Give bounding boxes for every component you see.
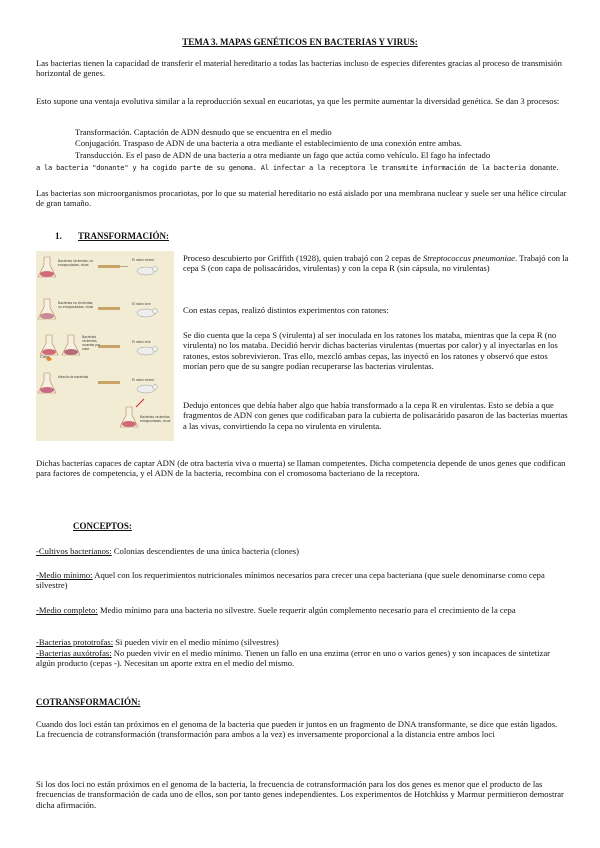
process-transformation: Transformación. Captación de ADN desnudo que se encuentra en el medio (75, 127, 332, 137)
figure-mouse-row3: El ratón vive (132, 340, 151, 344)
figure-mouse-row1: El ratón muere (132, 258, 155, 262)
figure-mouse-row4: El ratón muere (132, 378, 155, 382)
concept-item-auxotrofas: -Bacterias auxótrofas: No pueden vivir en el medio mínimo. Tienen un fallo en una enzima (error en uno o varios genes) y son incapaces de sintetizar algún producto (cepas -). Necesitan un aporte extra en el medio del mismo. (36, 648, 551, 669)
mouse-alive-icon (137, 309, 158, 318)
competentes-paragraph: Dichas bacterias capaces de captar ADN (de otra bacteria viva o muerta) se llaman competentes. Dicha competencia depende de unos genes que codifican para factores de competencia, y el ADN de la bacteria, recombina con el cromosoma bacteriano de la receptora. (36, 458, 566, 479)
figure-mouse-row2: El ratón vive (132, 302, 151, 306)
concept-item-prototrofas: -Bacterias prototrofas: Si pueden vivir en el medio mínimo (silvestres) (36, 637, 279, 647)
mouse-dead-icon (137, 267, 158, 276)
section-title-transformacion: TRANSFORMACIÓN: (78, 231, 169, 241)
griffith-experiment-figure (36, 251, 174, 441)
griffith-paragraph-3: Se dio cuenta que la cepa S (virulenta) al ser inoculada en los ratones los mataba, mientras que la cepa R (no virulenta) no los mataba. Decidió hervir dichas bacterias virulentas (muertas por calor) y al inyectarlas en los ratones, estos sobrevivieron. Tras ello, mezcló ambas cepas, las inyectó en los ratones y observó que estos morían pero que de su sangre podían recuperarse las bacterias virulentas. (183, 330, 558, 372)
syringe-icon (98, 265, 128, 268)
griffith-diagram (36, 251, 174, 441)
figure-heat-label: Calor (40, 354, 50, 359)
figure-label-row1: Bacterias virulentas, no encapsuladas, vivas (58, 259, 94, 267)
griffith-paragraph-2: Con estas cepas, realizó distintos experimentos con ratones: (183, 305, 389, 315)
concept-item-cultivos: -Cultivos bacterianos: Colonias descendientes de una única bacteria (clones) (36, 546, 299, 556)
process-conjugation: Conjugación. Traspaso de ADN de una bacteria a otra mediante el establecimiento de una conexión entre ambas. (75, 138, 463, 148)
intro-paragraph-1: Las bacterias tienen la capacidad de transferir el material hereditario a todas las bacterias incluso de especies diferentes gracias al proceso de transmisión horizontal de genes. (36, 58, 562, 79)
concept-item-medio-minimo: -Medio mínimo: Aquel con los requerimientos nutricionales mínimos necesarios para crecer una cepa bacteriana (que suele denominarse como cepa silvestre) (36, 570, 545, 591)
flask-dead-bacteria (62, 335, 80, 355)
intro-paragraph-3: Las bacterias son microorganismos procariotas, por lo que su material hereditario no está aislado por una membrana nuclear y suele ser una hélice circular de gran tamaño. (36, 188, 567, 209)
cotransformacion-title: COTRANSFORMACIÓN: (36, 697, 141, 707)
concept-item-medio-completo: -Medio completo: Medio mínimo para una bacteria no silvestre. Suele requerir algún complemento necesario para el crecimiento de la cepa (36, 605, 516, 615)
cotransformacion-paragraph-1: Cuando dos loci están tan próximos en el genoma de la bacteria que pueden ir juntos en un fragmento de DNA transformante, se dice que están ligados. La frecuencia de cotransformación (transformación para ambos a la vez) es inversamente proporcional a la distancia entre ambos loci (36, 719, 558, 740)
section-number: 1. (55, 231, 62, 241)
handwritten-note: a la bacteria "donante" y ha cogido parte de su genoma. Al infectar a la receptora le transmite información de la bacteria do (36, 164, 538, 172)
syringe-icon (98, 381, 120, 384)
transduction-end: nante. (537, 162, 559, 172)
figure-bottom-label: Bacterias virulentas, encapsuladas, vivas (140, 415, 171, 423)
griffith-paragraph-1: Proceso descubierto por Griffith (1928), quien trabajó con 2 cepas de Streptococcus pneumoniae. Trabajó con la cepa S (con capa de polisacáridos, virulentas) y con la cepa R (sin cápsula, no virulentas) (183, 253, 569, 274)
intro-paragraph-2: Esto supone una ventaja evolutiva similar a la reproducción sexual en eucariotas, ya que les permite aumentar la diversidad genética. Se dan 3 procesos: (36, 96, 560, 106)
syringe-icon (98, 307, 120, 310)
process-transduction: Transducción. Es el paso de ADN de una bacteria a otra mediante un fago que actúa como vehículo. El fago ha infectado (75, 150, 491, 160)
flask-recovered (120, 407, 138, 427)
flask-mixture (38, 373, 56, 393)
arrow-icon (136, 399, 144, 407)
flask-virulent (38, 257, 56, 277)
mouse-alive-icon (137, 347, 158, 356)
figure-label-row2: Bacterias no virulentas, no encapsuladas, vivas (58, 301, 94, 309)
transduction-continuation (36, 162, 576, 173)
figure-label-row3: Bacterias virulentas, muertas por calor (82, 335, 101, 351)
griffith-paragraph-4: Dedujo entonces que debía haber algo que había transformado a la cepa R en virulentas. Esto se debía a que fragmentos de ADN con genes que codificaban para la cubierta de polisacárido pasaron de las bacterias muertas a las vivas, convirtiendo la cepa no virulenta en virulenta. (183, 400, 568, 431)
mouse-dead-icon (137, 385, 158, 394)
conceptos-title: CONCEPTOS: (73, 521, 132, 531)
cotransformacion-paragraph-2: Si los dos loci no están próximos en el genoma de la bacteria, la frecuencia de cotransformación para los dos genes es menor que el producto de las frecuencias de transformación de cada uno de ellos, son por tanto genes independientes. Los experimentos de Hotchkiss y Marmur permitieron demostrar dicha afirmación. (36, 779, 564, 810)
page-title: TEMA 3. MAPAS GENÉTICOS EN BACTERIAS Y VIRUS: (182, 37, 418, 47)
flask-nonvirulent (38, 299, 56, 319)
figure-label-row4: Mezcla de bacterias (58, 375, 89, 379)
